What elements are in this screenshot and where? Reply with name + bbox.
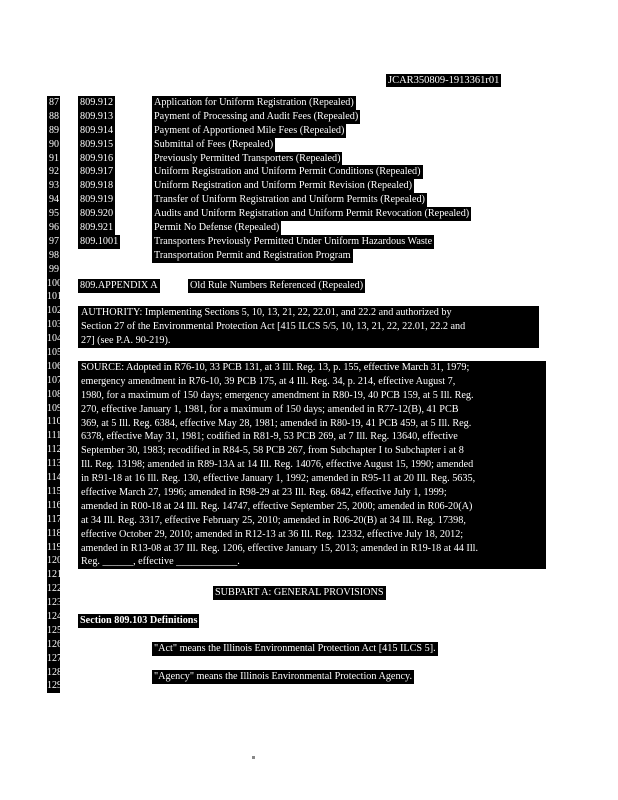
subpart-heading: SUBPART A: GENERAL PROVISIONS (215, 587, 384, 598)
toc-section-number: 809.913 (80, 110, 114, 122)
toc-section-number: 809.912 (80, 97, 114, 108)
toc-section-number: 809.921 (80, 222, 114, 234)
line-number: 95 (49, 208, 59, 220)
toc-section-number: 809.916 (80, 152, 114, 164)
line-number: 123 (47, 597, 62, 609)
toc-section-number: 809.914 (80, 124, 114, 136)
toc-section-number (78, 249, 85, 263)
toc-section-number: 809.1001 (80, 235, 119, 247)
line-number: 105 (47, 347, 62, 359)
toc-section-title: Payment of Apportioned Mile Fees (Repealed) (154, 124, 345, 136)
line-number: 100 (47, 277, 62, 289)
line-number: 126 (47, 638, 62, 650)
toc-section-title: Submittal of Fees (Repealed) (154, 138, 274, 150)
line-number: 114 (47, 472, 62, 484)
line-number: 112 (47, 444, 62, 456)
toc-section-title: Uniform Registration and Uniform Permit Revision (Repealed) (154, 180, 413, 192)
scan-speck (252, 756, 255, 759)
toc-section-title: Application for Uniform Registration (Repealed) (154, 97, 354, 108)
appendix-label: 809.APPENDIX A (80, 280, 158, 291)
toc-section-number: 809.918 (80, 180, 114, 192)
line-number: 113 (47, 458, 62, 470)
line-number: 104 (47, 333, 62, 345)
line-number: 119 (47, 541, 62, 553)
line-number: 111 (47, 430, 62, 442)
line-number: 109 (47, 402, 62, 414)
line-number: 93 (49, 180, 59, 192)
line-number: 91 (49, 152, 59, 164)
line-number: 121 (47, 569, 62, 581)
toc-section-title: Transfer of Uniform Registration and Uniform Permits (Repealed) (154, 194, 425, 206)
line-number: 118 (47, 527, 62, 539)
source-note (78, 361, 546, 569)
note-line: in R91-18 at 16 Ill. Reg. 130, effective January 1, 1992; amended in R95-11 at 20 Ill. Reg. 5635, (81, 473, 476, 485)
line-number: 88 (49, 110, 59, 122)
toc-title-column (152, 96, 471, 263)
authority-note (78, 306, 539, 348)
line-number: 120 (47, 555, 62, 567)
line-number: 122 (47, 583, 62, 595)
line-number: 94 (49, 194, 59, 206)
toc-section-title: Transporters Previously Permitted Under Uniform Hazardous Waste (154, 235, 433, 247)
line-number: 87 (49, 97, 59, 108)
toc-section-title: Transportation Permit and Registration Program (154, 249, 351, 261)
line-number-gutter (47, 96, 60, 693)
note-line: 6378, effective May 31, 1981; codified in R81-9, 53 PCB 269, at 7 Ill. Reg. 13640, effective (81, 431, 458, 443)
line-number: 92 (49, 166, 59, 178)
note-line: emergency amendment in R76-10, 39 PCB 175, at 4 Ill. Reg. 34, p. 214, effective August 7, (81, 375, 456, 387)
toc-number-column (78, 96, 120, 263)
line-number: 108 (47, 388, 62, 400)
line-number: 124 (47, 610, 62, 622)
line-number: 117 (47, 513, 62, 525)
line-number: 116 (47, 499, 62, 511)
toc-section-number: 809.920 (80, 208, 114, 220)
toc-section-number: 809.917 (80, 166, 114, 178)
note-line: SOURCE: Adopted in R76-10, 33 PCB 131, at 3 Ill. Reg. 13, p. 155, effective March 31, 1979; (81, 362, 470, 373)
toc-section-title: Previously Permitted Transporters (Repealed) (154, 152, 341, 164)
toc-section-number: 809.919 (80, 194, 114, 206)
note-line: 27] (see P.A. 90-219). (81, 334, 171, 346)
toc-section-title: Permit No Defense (Repealed) (154, 222, 280, 234)
note-line: 1980, for a maximum of 150 days; emergency amendment in R80-19, 40 PCB 159, at 5 Ill. Reg. (81, 389, 474, 401)
toc-section-title: Uniform Registration and Uniform Permit Conditions (Repealed) (154, 166, 421, 178)
line-number: 90 (49, 138, 59, 150)
line-number: 106 (47, 360, 62, 372)
section-heading: Section 809.103 Definitions (80, 615, 198, 626)
note-line: September 30, 1983; recodified in R84-5, 58 PCB 267, from Subchapter I to Subchapter i at 8 (81, 445, 464, 457)
note-line: amended in R00-18 at 24 Ill. Reg. 14747, effective September 25, 2000; amended in R06-20(A) (81, 500, 473, 512)
definition-act: "Act" means the Illinois Environmental Protection Act [415 ILCS 5]. (154, 643, 436, 654)
line-number: 103 (47, 319, 62, 331)
toc-section-number: 809.915 (80, 138, 114, 150)
note-line: Reg. ______, effective ____________. (81, 556, 240, 568)
line-number: 127 (47, 652, 62, 664)
line-number: 110 (47, 416, 62, 428)
toc-section-title: Payment of Processing and Audit Fees (Repealed) (154, 110, 359, 122)
note-line: 270, effective January 1, 1981, for a maximum of 150 days; amended in R77-12(B), 41 PCB (81, 403, 459, 415)
note-line: effective October 29, 2010; amended in R12-13 at 36 Ill. Reg. 12332, effective July 18, 2012; (81, 528, 464, 540)
line-number: 107 (47, 374, 62, 386)
line-number: 129 (47, 680, 62, 692)
line-number: 101 (47, 291, 62, 303)
line-number: 125 (47, 624, 62, 636)
note-line: effective March 27, 1996; amended in R98-29 at 23 Ill. Reg. 6842, effective July 1, 1999; (81, 487, 447, 499)
note-line: Ill. Reg. 13198; amended in R89-13A at 14 Ill. Reg. 14076, effective August 15, 1990; amended (81, 459, 474, 471)
document-code: JCAR350809-1913361r01 (388, 75, 500, 86)
line-number: 115 (47, 485, 62, 497)
toc-section-title: Audits and Uniform Registration and Uniform Permit Revocation (Repealed) (154, 208, 470, 220)
note-line: amended in R13-08 at 37 Ill. Reg. 1206, effective January 15, 2013; amended in R19-18 at 44 Ill. (81, 542, 479, 554)
line-number: 96 (49, 222, 59, 234)
appendix-title: Old Rule Numbers Referenced (Repealed) (190, 280, 364, 291)
note-line: at 34 Ill. Reg. 3317, effective February 25, 2010; amended in R06-20(B) at 34 Ill. Reg. 17398, (81, 514, 466, 526)
line-number: 128 (47, 666, 62, 678)
line-number: 102 (47, 305, 62, 317)
note-line: AUTHORITY: Implementing Sections 5, 10, 13, 21, 22, 22.01, and 22.2 and authorized by (81, 307, 452, 318)
note-line: Section 27 of the Environmental Protection Act [415 ILCS 5/5, 10, 13, 21, 22, 22.01, 22.2 and (81, 320, 466, 332)
line-number: 98 (49, 249, 59, 261)
note-line: 369, at 5 Ill. Reg. 6384, effective May 28, 1981; amended in R80-19, 41 PCB 459, at 5 Ill. Reg. (81, 417, 472, 429)
line-number: 89 (49, 124, 59, 136)
line-number: 97 (49, 235, 59, 247)
definition-agency: "Agency" means the Illinois Environmental Protection Agency. (154, 671, 413, 682)
line-number: 99 (49, 263, 59, 275)
